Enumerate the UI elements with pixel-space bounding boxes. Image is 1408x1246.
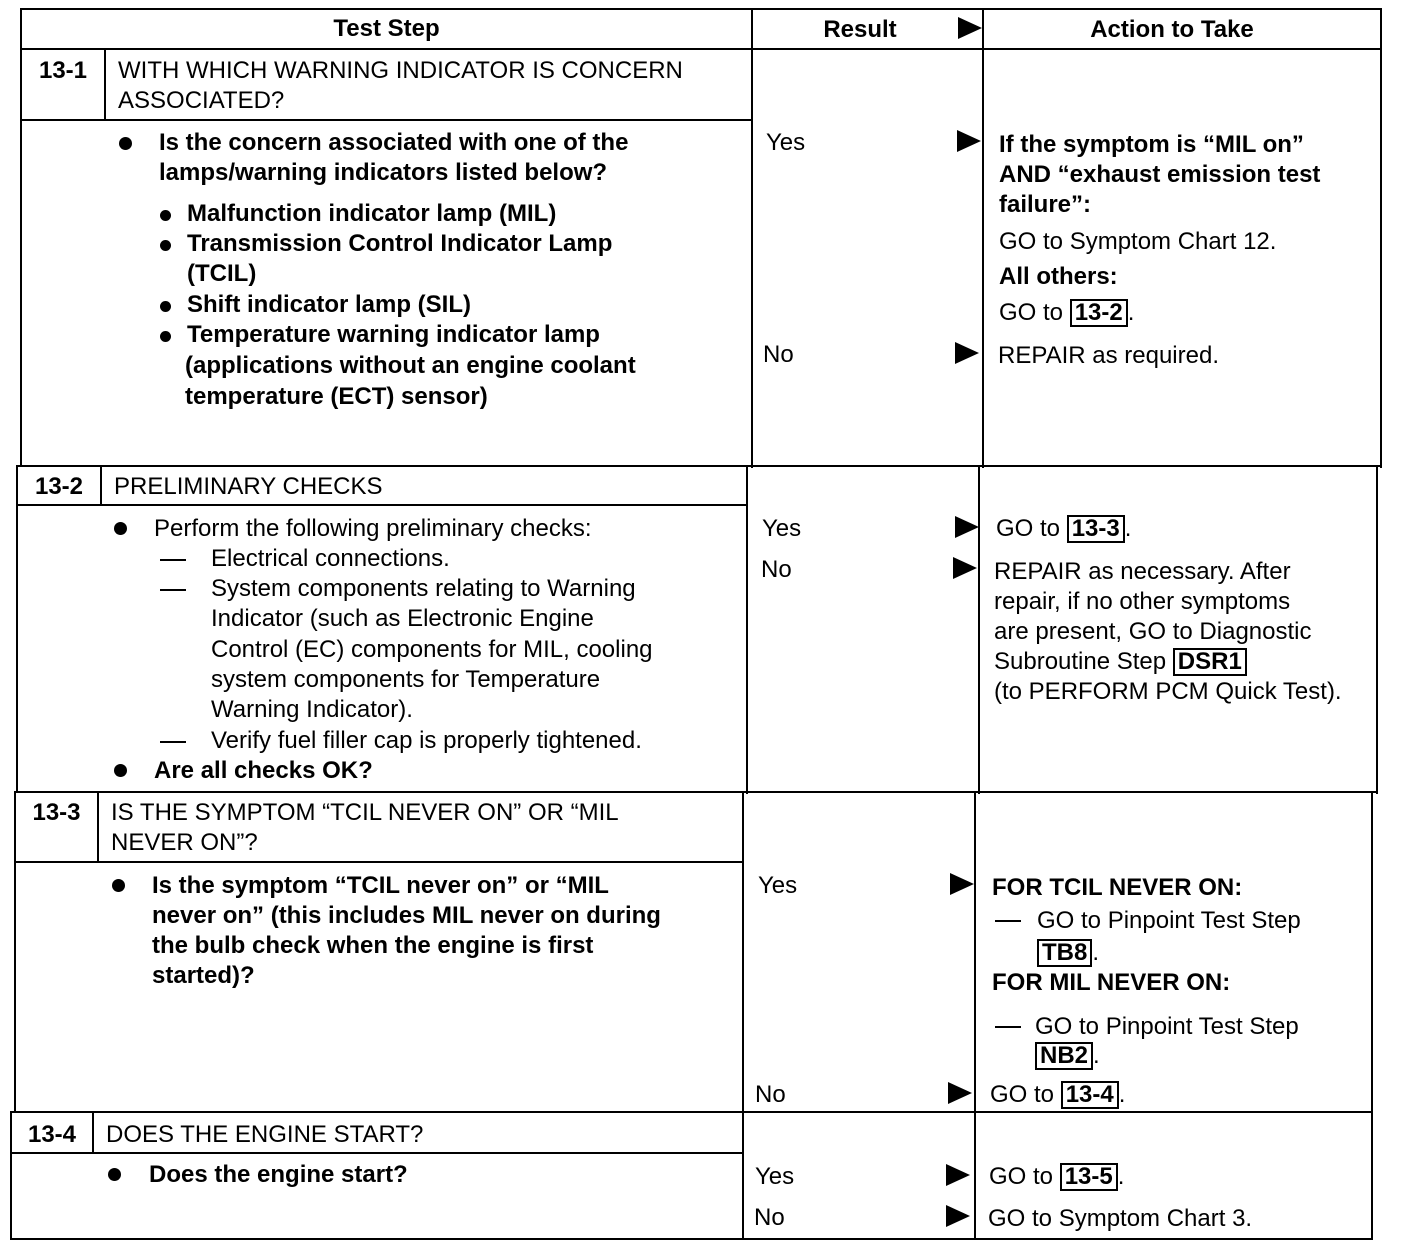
sub-item: Shift indicator lamp (SIL) [187,291,472,318]
step-title: PRELIMINARY CHECKS [114,473,383,500]
check-item: System components relating to Warning [211,575,636,602]
action-no: REPAIR as necessary. After repair, if no other symptoms are present, GO to Diagnostic Subroutine Step DSR1 (to PERFORM PCM Quick Test). [994,558,1342,705]
sub-item: Transmission Control Indicator Lamp [187,230,613,257]
check-item: Verify fuel filler cap is properly tightened. [211,727,642,754]
step-question: Does the engine start? [149,1161,408,1188]
check-item: system components for Temperature [211,666,601,693]
result-no: No [755,1081,786,1108]
action-tcil-ref: TB8 . [1037,938,1099,968]
action-go: GO to 13-3 . [996,515,1132,542]
subroutine-ref-link[interactable]: DSR1 [1173,648,1247,676]
action-mil-heading: FOR MIL NEVER ON: [992,969,1231,996]
step-title: IS THE SYMPTOM “TCIL NEVER ON” OR “MIL NEVER ON”? [111,799,619,856]
action-condition: If the symptom is “MIL on” AND “exhaust emission test failure”: [999,131,1321,218]
step-question: Is the concern associated with one of the lamps/warning indicators listed below? [159,129,629,186]
step-ref-link[interactable]: 13-2 [1070,299,1128,327]
step-question: Is the symptom “TCIL never on” or “MIL never on” (this includes MIL never on during the bulb check when the engine is first started)? [152,872,661,989]
step-title: DOES THE ENGINE START? [106,1121,424,1148]
step-title: WITH WHICH WARNING INDICATOR IS CONCERN ASSOCIATED? [118,57,683,114]
step-ref-link[interactable]: 13-5 [1060,1163,1118,1191]
check-item: Electrical connections. [211,545,450,572]
action-go: GO to 13-4 . [990,1081,1126,1108]
arrow-icon [948,1082,972,1104]
dash-icon [995,1026,1021,1028]
action-tcil-text: GO to Pinpoint Test Step [1037,907,1301,934]
action-all-others: All others: [999,263,1118,290]
action-go-chart: GO to Symptom Chart 12. [999,228,1277,255]
dash-icon [160,589,186,591]
bullet-icon [114,764,127,777]
result-no: No [754,1204,785,1231]
result-no: No [761,556,792,583]
action-go: GO to 13-5 . [989,1163,1125,1190]
arrow-icon [955,516,979,538]
arrow-icon [946,1205,970,1227]
dash-icon [160,741,186,743]
step-ref-link[interactable]: 13-3 [1067,515,1125,543]
check-item: Indicator (such as Electronic Engine [211,605,594,632]
pinpoint-ref-link[interactable]: TB8 [1037,939,1092,967]
sub-bullet-icon [160,301,171,312]
header-result: Result [823,16,897,43]
step-number: 13-2 [34,473,84,500]
action-no: GO to Symptom Chart 3. [988,1205,1253,1232]
result-yes: Yes [755,1163,795,1190]
header-test-step: Test Step [333,15,440,42]
sub-item: Temperature warning indicator lamp [187,321,600,348]
action-mil-ref: NB2 . [1035,1041,1100,1071]
step-question: Are all checks OK? [154,757,373,784]
bullet-icon [114,522,127,535]
arrow-icon [953,557,977,579]
bullet-icon [112,879,125,892]
step-intro: Perform the following preliminary checks: [154,515,592,542]
result-yes: Yes [766,129,806,156]
step-number: 13-4 [27,1121,77,1148]
action-tcil-heading: FOR TCIL NEVER ON: [992,874,1243,901]
step-ref-link[interactable]: 13-4 [1061,1081,1119,1109]
arrow-icon [950,873,974,895]
step-number: 13-3 [32,799,81,826]
bullet-icon [119,137,132,150]
sub-item: Malfunction indicator lamp (MIL) [187,200,557,227]
dash-icon [160,559,186,561]
check-item: Control (EC) components for MIL, cooling [211,636,653,663]
sub-bullet-icon [160,331,171,342]
sub-item: (TCIL) [187,260,257,287]
result-no: No [763,341,794,368]
sub-item: (applications without an engine coolant [185,352,636,379]
arrow-icon [957,130,981,152]
pinpoint-ref-link[interactable]: NB2 [1035,1042,1093,1070]
sub-bullet-icon [160,210,171,221]
arrow-icon [955,342,979,364]
action-no: REPAIR as required. [998,342,1219,369]
result-yes: Yes [762,515,802,542]
header-action: Action to Take [1090,16,1254,43]
step-number: 13-1 [38,57,88,84]
result-yes: Yes [758,872,798,899]
header-arrow-icon [958,17,982,39]
dash-icon [995,920,1021,922]
action-mil-text: GO to Pinpoint Test Step [1035,1013,1299,1040]
sub-bullet-icon [160,240,171,251]
check-item: Warning Indicator). [211,696,413,723]
action-go: GO to 13-2 . [999,299,1135,326]
arrow-icon [946,1164,970,1186]
bullet-icon [108,1168,121,1181]
sub-item: temperature (ECT) sensor) [185,383,488,410]
